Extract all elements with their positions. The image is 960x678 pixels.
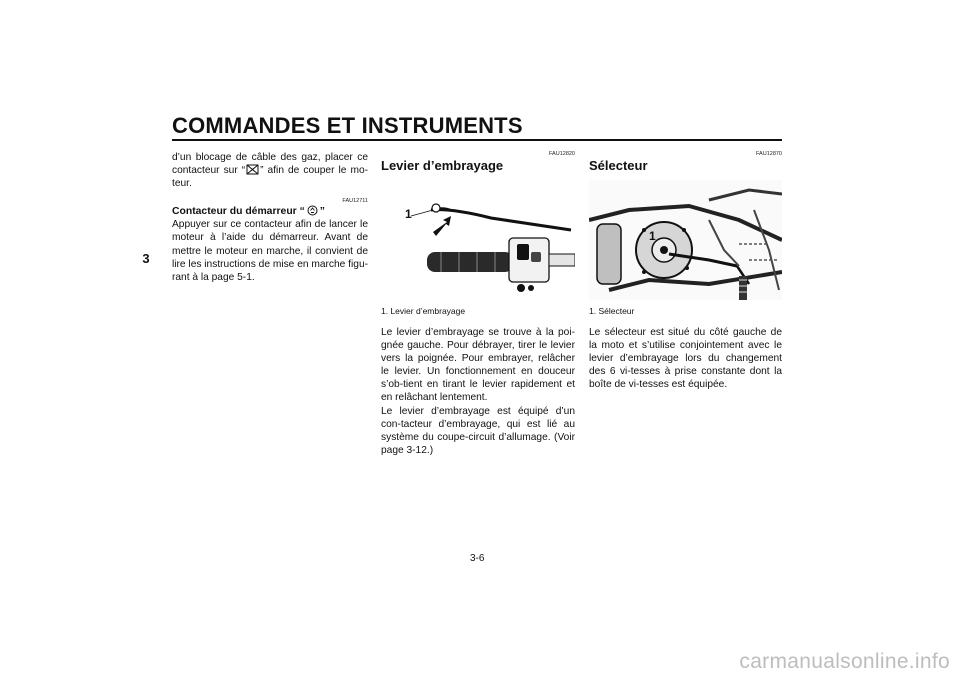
section-code: FAU12820 <box>549 151 575 157</box>
page-number: 3-6 <box>470 553 485 564</box>
intro-paragraph <box>172 151 368 190</box>
header-rule <box>172 139 782 141</box>
subtitle-text-b: ” <box>319 206 325 218</box>
shift-pedal-paragraph: Le sélecteur est situé du côté gauche de la moto et s’utilise conjointement avec le levier d’embrayage lors du changement des 6 vi-tesses à prise constante dont la boîte de vi-tesses est équipée. <box>589 327 782 391</box>
engine-stop-icon <box>246 164 259 175</box>
shift-pedal-title: Sélecteur <box>589 158 648 173</box>
clutch-lever-title: Levier d’embrayage <box>381 158 504 173</box>
chapter-tab: 3 <box>142 250 150 266</box>
subtitle-text-a: Contacteur du démarreur “ <box>172 206 305 218</box>
clutch-lever-illustration <box>381 180 575 300</box>
starter-switch-body: Appuyer sur ce contacteur afin de lancer le moteur à l’aide du démarreur. Avant de mettre le moteur en marche, il convient de lire les instructions de mise en marche figu-rant à la page 5-1. <box>172 219 368 283</box>
starter-switch-subtitle <box>172 205 368 218</box>
intro-text-a: d’un blocage de câble des gaz, placer ce contacteur sur “ <box>172 152 368 177</box>
figure-caption: 1. Levier d’embrayage <box>381 306 466 316</box>
figure-callout-1: 1 <box>649 229 656 243</box>
section-code: FAU12870 <box>756 151 782 157</box>
page-title: COMMANDES ET INSTRUMENTS <box>172 113 523 138</box>
column-2 <box>381 151 575 457</box>
column-1 <box>172 151 368 284</box>
column-3 <box>589 151 782 391</box>
figure-callout-1: 1 <box>405 207 412 221</box>
starter-icon <box>306 205 319 216</box>
clutch-lever-paragraph-2: Le levier d’embrayage est équipé d’un con-tacteur d’embrayage, qui est lié au système du coupe-circuit d’allumage. (Voir page 3-12.) <box>381 405 575 456</box>
shift-pedal-figure <box>589 180 782 300</box>
shift-pedal-illustration <box>589 180 782 300</box>
intro-text-b: ” afin de couper le mo-teur. <box>172 165 368 190</box>
figure-caption: 1. Sélecteur <box>589 306 635 316</box>
watermark: carmanualsonline.info <box>739 650 950 673</box>
clutch-lever-paragraph-1: Le levier d’embrayage se trouve à la poi-gnée gauche. Pour débrayer, tirer le levier vers la poignée. Pour embrayer, relâcher le levier. Un fonctionnement en douceur s’ob-tient en tirant le levier rapidement et en relâchant lentement. <box>381 327 575 404</box>
section-code: FAU12711 <box>342 198 368 205</box>
clutch-lever-figure <box>381 180 575 300</box>
